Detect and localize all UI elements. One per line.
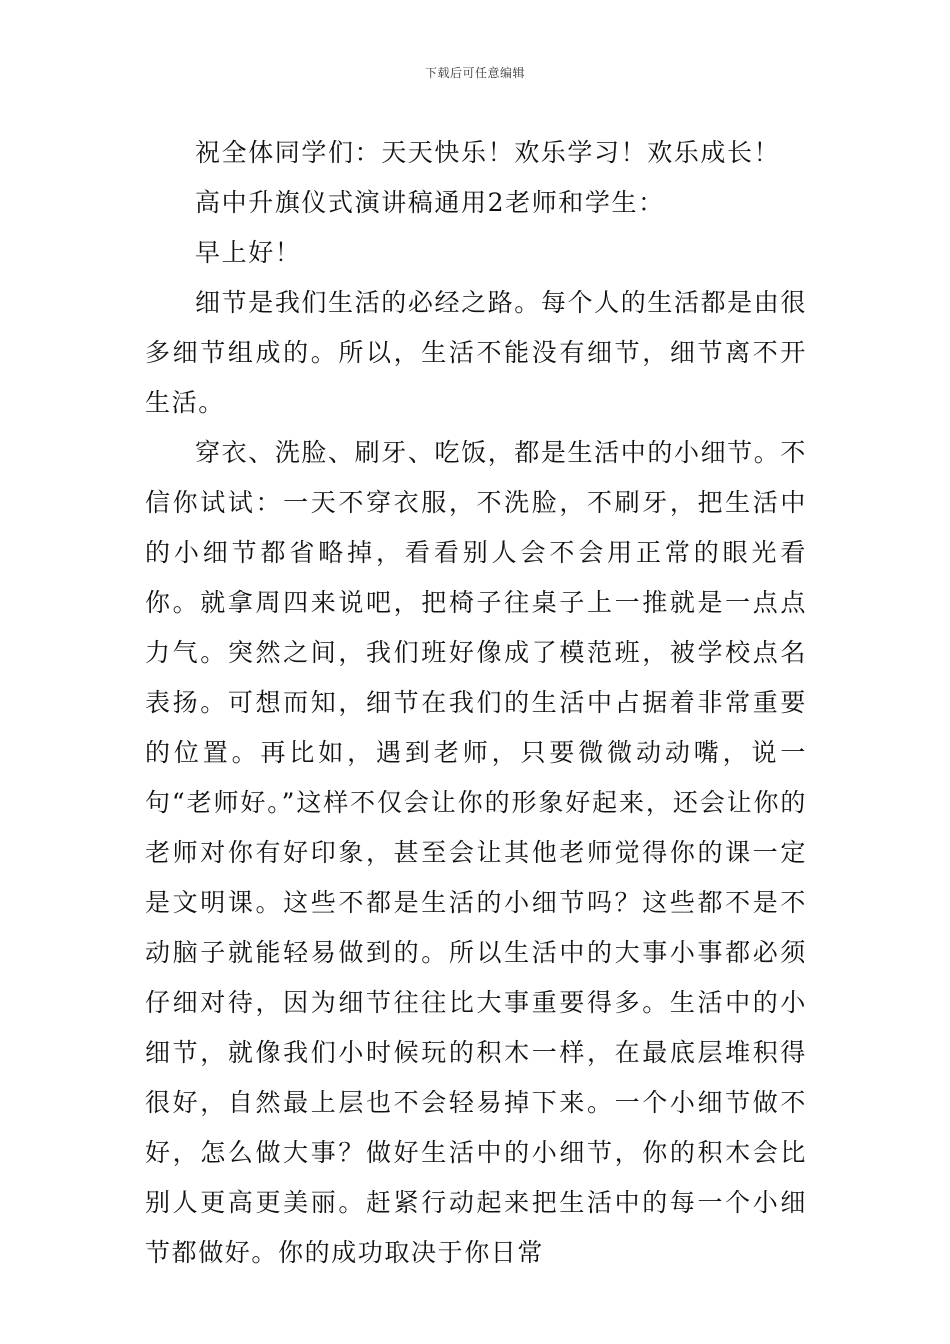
salutation-line: 早上好！ [195, 238, 302, 267]
speech-title-line: 高中升旗仪式演讲稿通用2老师和学生： [195, 188, 665, 217]
body-paragraph: 细节是我们生活的必经之路。每个人的生活都是由很多细节组成的。所以，生活不能没有细节，细节离不开生活。 [145, 288, 807, 417]
body-paragraph: 穿衣、洗脸、刷牙、吃饭，都是生活中的小细节。不信你试试：一天不穿衣服，不洗脸，不刷牙，把生活中的小细节都省略掉，看看别人会不会用正常的眼光看你。就拿周四来说吧，把椅子往桌子上一推就是一点点力气。突然之间，我们班好像成了模范班，被学校点名表扬。可想而知，细节在我们的生活中占据着非常重要的位置。再比如，遇到老师，只要微微动动嘴，说一句“老师好。”这样不仅会让你的形象好起来，还会让你的老师对你有好印象，甚至会让其他老师觉得你的课一定是文明课。这些不都是生活的小细节吗？这些都不是不动脑子就能轻易做到的。所以生活中的大事小事都必须仔细对待，因为细节往往比大事重要得多。生活中的小细节，就像我们小时候玩的积木一样，在最底层堆积得很好，自然最上层也不会轻易掉下来。一个小细节做不好，怎么做大事？做好生活中的小细节，你的积木会比别人更高更美丽。赶紧行动起来把生活中的每一个小细节都做好。你的成功取决于你日常 [145, 438, 807, 1267]
document-body [145, 128, 807, 1278]
page-header-note: 下载后可任意编辑 [424, 66, 525, 80]
greeting-line: 祝全体同学们：天天快乐！欢乐学习！欢乐成长！ [195, 138, 781, 167]
